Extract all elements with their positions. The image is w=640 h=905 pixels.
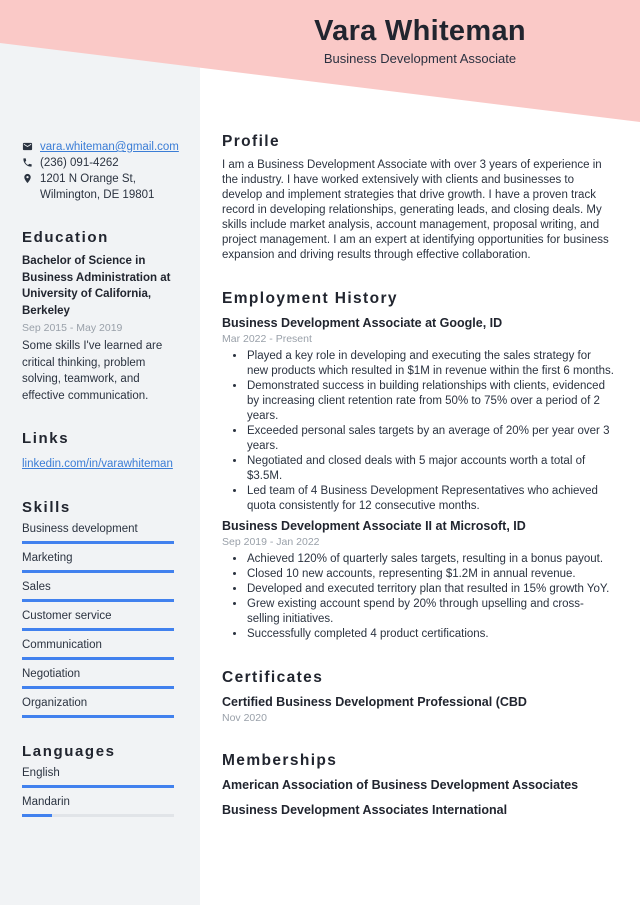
- skill-bar-track: [22, 541, 174, 544]
- linkedin-link[interactable]: linkedin.com/in/varawhiteman: [22, 458, 173, 470]
- skill-bar-track: [22, 657, 174, 660]
- profile-text: I am a Business Development Associate with over 3 years of experience in the industry. I have worked extensively with clients and businesses to develop and implement strategies that drive growth. I have a proven track record in developing relationships, generating leads, and closing deals. My skills include market analysis, account management, proposal writing, and project management. I am an expert at identifying opportunities for business expansion and driving results through effective collaboration.: [222, 159, 609, 261]
- skills-heading: Skills: [22, 499, 71, 516]
- skill-item: [22, 639, 174, 660]
- profile-heading: Profile: [222, 133, 281, 150]
- job-dates: Mar 2022 - Present: [222, 333, 312, 345]
- skill-bar-fill: [22, 657, 174, 660]
- job-bullet: • Exceeded personal sales targets by an average of 20% per year over 3 years.: [246, 424, 614, 454]
- employment-section: [222, 290, 614, 642]
- phone-number: (236) 091-4262: [40, 157, 119, 169]
- education-dates: Sep 2015 - May 2019: [22, 322, 123, 334]
- skill-bar-fill: [22, 570, 174, 573]
- job-bullet: • Demonstrated success in building relationships with clients, evidenced by increasing client retention rate from 50% to 75% over a period of 2 years.: [246, 379, 614, 424]
- language-bar-track: [22, 814, 174, 817]
- skill-label: Marketing: [22, 552, 73, 564]
- address-line2: Wilmington, DE 19801: [40, 189, 155, 201]
- skills-section: [22, 499, 174, 718]
- certificate-title: Certified Business Development Professional (CBD: [222, 695, 527, 709]
- language-item: [22, 796, 174, 817]
- languages-heading: Languages: [22, 743, 116, 760]
- memberships-section: [222, 752, 614, 818]
- skill-bar-fill: [22, 715, 174, 718]
- job-bullet: • Led team of 4 Business Development Representatives who achieved quota consistently for 12 consecutive months.: [246, 484, 614, 514]
- skill-bar-track: [22, 628, 174, 631]
- skill-item: [22, 668, 174, 689]
- education-heading: Education: [22, 229, 109, 246]
- skill-label: Sales: [22, 581, 51, 593]
- job-entry: [222, 518, 614, 642]
- location-icon: [22, 173, 33, 184]
- education-section: [22, 229, 174, 404]
- skill-label: Negotiation: [22, 668, 81, 680]
- skill-bar-fill: [22, 686, 174, 689]
- links-section: [22, 430, 174, 472]
- contact-phone-row: [22, 155, 174, 171]
- job-dates: Sep 2019 - Jan 2022: [222, 536, 320, 548]
- job-bullet-list: [222, 552, 614, 642]
- skill-bar-fill: [22, 541, 174, 544]
- skill-bar-track: [22, 570, 174, 573]
- email-icon: [22, 141, 33, 152]
- membership-item: American Association of Business Development Associates: [222, 778, 579, 792]
- contact-address-row: [22, 171, 174, 203]
- job-bullet: • Closed 10 new accounts, representing $1.2M in annual revenue.: [246, 567, 614, 582]
- memberships-heading: Memberships: [222, 752, 338, 769]
- language-bar-track: [22, 785, 174, 788]
- education-degree: Bachelor of Science in Business Administration at University of California, Berkeley: [22, 255, 171, 317]
- job-bullet: • Successfully completed 4 product certifications.: [246, 627, 614, 642]
- membership-item: Business Development Associates International: [222, 803, 508, 817]
- skill-item: [22, 523, 174, 544]
- language-label: Mandarin: [22, 796, 70, 808]
- skill-bar-fill: [22, 599, 174, 602]
- sidebar: [0, 0, 200, 905]
- skill-bar-track: [22, 686, 174, 689]
- job-entry: [222, 315, 614, 514]
- job-bullet: • Developed and executed territory plan that resulted in 15% growth YoY.: [246, 582, 614, 597]
- main-content: [200, 0, 640, 905]
- certificate-item: [222, 694, 614, 724]
- language-item: [22, 767, 174, 788]
- phone-icon: [22, 157, 33, 168]
- certificates-heading: Certificates: [222, 669, 324, 686]
- education-description: Some skills I've learned are critical thinking, problem solving, teamwork, and effective communication.: [22, 340, 163, 402]
- profile-section: [222, 133, 614, 263]
- header: [200, 15, 640, 66]
- job-title: Business Development Associate II at Microsoft, ID: [222, 519, 526, 533]
- skill-label: Business development: [22, 523, 138, 535]
- job-bullet: • Achieved 120% of quarterly sales targets, resulting in a bonus payout.: [246, 552, 614, 567]
- job-title: Business Development Associate at Google, ID: [222, 316, 503, 330]
- contact-block: [22, 139, 179, 203]
- skill-item: [22, 581, 174, 602]
- skill-label: Customer service: [22, 610, 112, 622]
- language-label: English: [22, 767, 60, 779]
- job-bullet-list: [222, 349, 614, 514]
- skill-item: [22, 610, 174, 631]
- language-bar-fill: [22, 785, 174, 788]
- email-link[interactable]: vara.whiteman@gmail.com: [40, 141, 179, 153]
- job-bullet: • Grew existing account spend by 20% through upselling and cross-selling initiatives.: [246, 597, 614, 627]
- address: [40, 171, 154, 203]
- skill-label: Organization: [22, 697, 88, 709]
- skill-item: [22, 697, 174, 718]
- skill-bar-fill: [22, 628, 174, 631]
- skill-bar-track: [22, 599, 174, 602]
- languages-section: [22, 743, 174, 817]
- job-bullet: • Negotiated and closed deals with 5 major accounts worth a total of $3.5M.: [246, 454, 614, 484]
- certificate-dates: Nov 2020: [222, 712, 267, 724]
- job-bullet: • Played a key role in developing and executing the sales strategy for new products which resulted in $1M in revenue within the first 6 months.: [246, 349, 614, 379]
- language-bar-fill: [22, 814, 52, 817]
- address-line1: 1201 N Orange St,: [40, 173, 136, 185]
- employment-heading: Employment History: [222, 290, 398, 307]
- contact-email-row: [22, 139, 179, 155]
- skill-label: Communication: [22, 639, 102, 651]
- skill-bar-track: [22, 715, 174, 718]
- person-name: Vara Whiteman: [314, 15, 526, 47]
- links-heading: Links: [22, 430, 70, 447]
- certificates-section: [222, 669, 614, 724]
- person-job-title: Business Development Associate: [323, 51, 517, 66]
- skill-item: [22, 552, 174, 573]
